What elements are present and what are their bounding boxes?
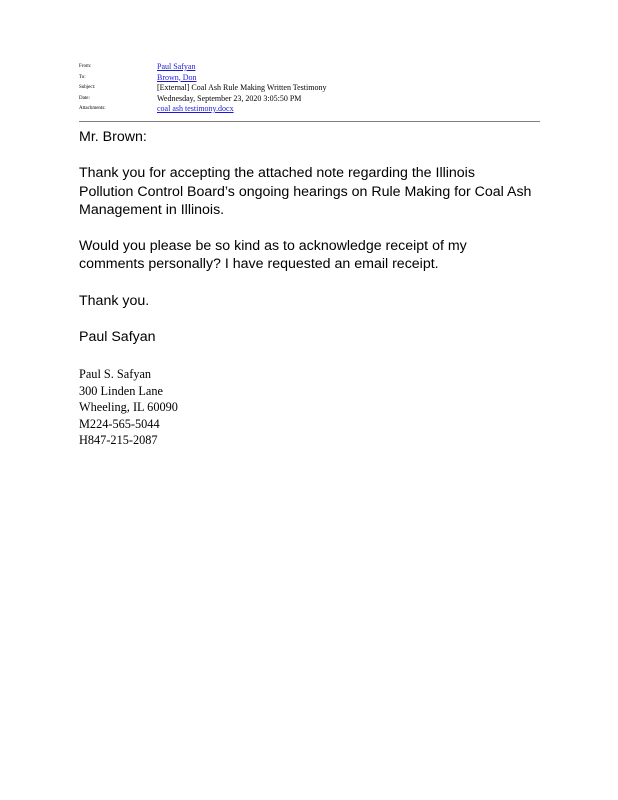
salutation: Mr. Brown:: [79, 129, 147, 145]
date-row: [79, 94, 540, 105]
paragraph-2-line-1: Would you please be so kind as to acknowledge receipt of my: [79, 238, 467, 255]
sender-name: Paul Safyan: [79, 329, 156, 346]
subject-value: [External] Coal Ash Rule Making Written Testimony: [157, 83, 327, 92]
to-row: [79, 73, 540, 84]
email-header: [79, 62, 540, 115]
from-row: [79, 62, 540, 73]
paragraph-2: [79, 237, 549, 274]
paragraph-1: [79, 164, 549, 219]
attachment-link[interactable]: coal ash testimony.docx: [157, 104, 234, 113]
paragraph-1-line-1: Thank you for accepting the attached note regarding the Illinois: [79, 165, 475, 182]
from-label: From:: [79, 64, 92, 69]
paragraph-1-line-3: Management in Illinois.: [79, 201, 225, 218]
to-link[interactable]: Brown, Don: [157, 72, 197, 82]
paragraph-2-line-2: comments personally? I have requested an email receipt.: [79, 256, 439, 273]
signature-street: 300 Linden Lane: [79, 383, 164, 398]
paragraph-1-line-2: Pollution Control Board’s ongoing hearings on Rule Making for Coal Ash: [79, 183, 532, 200]
signature-block: [79, 366, 178, 449]
signature-name: Paul S. Safyan: [79, 367, 152, 381]
attachments-label: Attachments:: [79, 106, 106, 111]
attachments-row: [79, 104, 540, 115]
closing: Thank you.: [79, 292, 150, 309]
subject-row: [79, 83, 540, 94]
email-body: [79, 128, 549, 364]
signature-mobile: M224-565-5044: [79, 416, 160, 431]
date-value: Wednesday, September 23, 2020 3:05:50 PM: [157, 93, 302, 103]
date-label: Date:: [79, 95, 90, 101]
header-divider: [79, 121, 540, 122]
to-label: To:: [79, 74, 86, 80]
subject-label: Subject:: [79, 85, 96, 90]
signature-city: Wheeling, IL 60090: [79, 400, 178, 415]
from-link[interactable]: Paul Safyan: [157, 62, 196, 71]
signature-home: H847-215-2087: [79, 433, 158, 448]
